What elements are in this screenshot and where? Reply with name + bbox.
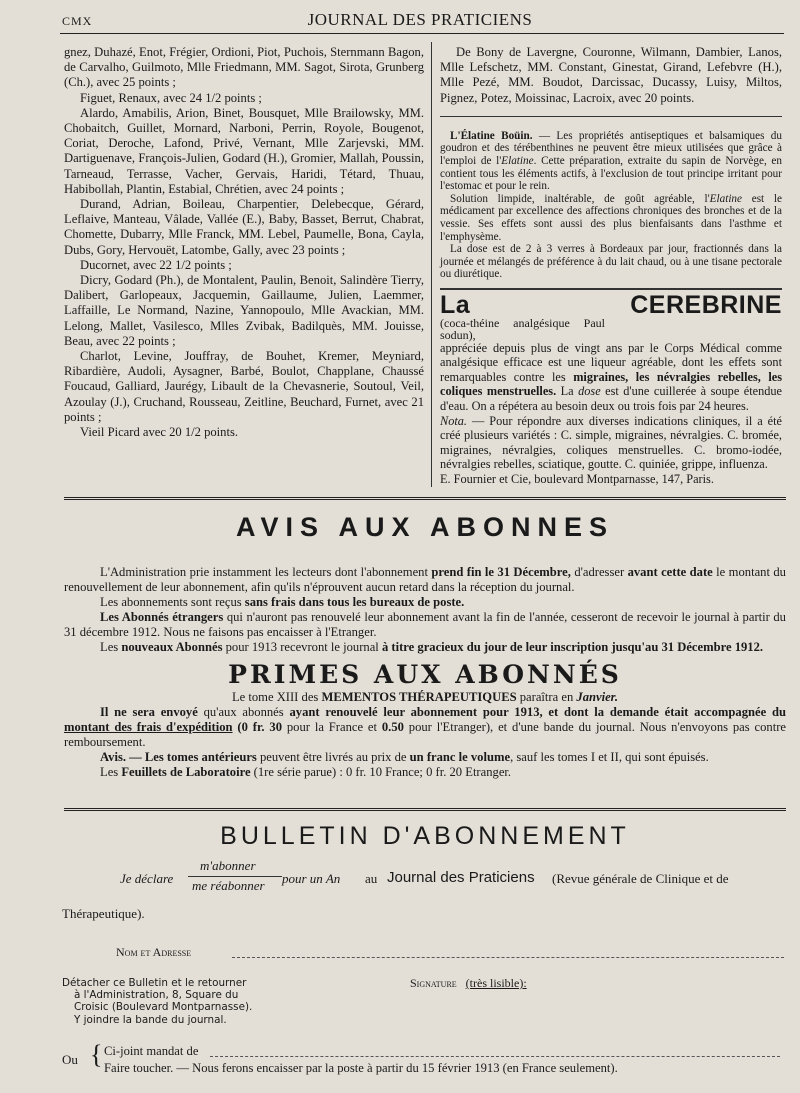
elatine-advert: L'Élatine Boüin. — Les propriétés antiseptiques et balsamiques du goudron et des térébenthines ne peuvent être mieux utilisées que grâce à l'emploi de l'Elatine. Cette préparation, extraite du sapin de Norvège, en contient tous les éléments actifs, à l'exclusion de tout principe irritant pour l'estomac et pour le rein. Solution limpide, inaltérable, de goût agréable, l'Elatine est le médicament par excellence des affections chroniques des bronches et de la vessie. Ses effets sont aussi des plus bienfaisants dans l'asthme et l'emphysème. La dose est de 2 à 3 verres à Bordeaux par jour, fractionnés dans la journée et mélangés de préférence à du lait chaud, ou à une tisane pectorale ou diurétique.	[440, 129, 782, 281]
option-divider	[188, 876, 282, 877]
nom-adresse-label: Nom et Adresse	[116, 945, 192, 959]
therapeutique-label: Thérapeutique).	[62, 906, 145, 921]
cerebrine-advert: La CEREBRINE (coca-théine analgésique Paul sodun), appréciée depuis plus de vingt ans par le Corps Médical comme analgésique efficace est une liqueur agréable, dont les effets sont remarquables contre les migraines, les névralgies rebelles, les coliques menstruelles. La dose est d'une cuillerée à soupe étendue d'eau. On a répétera au besoin deux ou trois fois par 24 heures. Nota. — Pour répondre aux diverses indications cliniques, il a été créé plusieurs variétés : C. simple, migraines, névralgies. C. bromée, migraines, névralgies, coliques menstruelles. C. bromo-iodée, névralgies rebelles, sciatique, goutte. C. quiniée, grippe, influenza. E. Fournier et Cie, boulevard Montparnasse, 147, Paris.	[440, 290, 783, 486]
primes-title: PRIMES AUX ABONNÉS	[228, 660, 622, 689]
brace-symbol: {	[90, 1040, 103, 1069]
right-column	[440, 45, 782, 486]
signature-block[interactable]	[410, 976, 527, 991]
results-paragraph: Figuet, Renaux, avec 24 1/2 points ;	[80, 90, 262, 105]
ou-label: Ou	[62, 1052, 78, 1067]
results-paragraph: Alardo, Amabilis, Arion, Binet, Bousquet, Mlle Brailowsky, MM. Chobaitch, Guillet, Mornard, Narboni, Perrin, Royole, Bougenot, Coriat, Deroche, Lafond, Privé, Vernant, Mlle Zarjevski, MM. Dartiguenave, François-Julien, Godard (H.), Gromier, Mallah, Poussin, Tarneaud, Terrasse, Vacher, Gervais, Haridi, Tétard, Thuau, Habibollah, Plantin, Estabial, Chrétien, avec 24 points ;	[64, 105, 424, 196]
results-paragraph: Vieil Picard avec 20 1/2 points.	[80, 425, 239, 440]
signature-hint: (très lisible):	[465, 976, 527, 990]
section-double-rule	[64, 808, 786, 811]
cerebrine-paren: (coca-théine analgésique Paul sodun),	[440, 315, 605, 342]
option-abonner[interactable]: m'abonner	[200, 858, 256, 873]
results-paragraph: Durand, Adrian, Boileau, Charpentier, Delebecque, Gérard, Leflaive, Manteau, Vâlade, Vallée (E.), Baby, Basset, Berrut, Chabrat, Chomette, Dubarry, Mlle Franck, MM. Lebel, Paumelle, Bona, Cayla, Dubs, Gory, Hervouët, Latombe, Gally, avec 23 points ;	[64, 197, 424, 257]
results-paragraph: Charlot, Levine, Jouffray, de Bouhet, Kremer, Meyniard, Ribardière, Audoli, Aysagner, Barbé, Boulot, Chapplane, Chaussé Foucaud, Galliard, Jaurégy, Libault de la Chevasnerie, Soutoul, Veil, Azoulay (J.), Cruchand, Rousseau, Zeitline, Beuchard, Furnet, avec 21 points ;	[64, 349, 424, 424]
faire-toucher-line: Faire toucher. — Nous ferons encaisser par la poste à partir du 15 février 1913 (en France seulement).	[104, 1061, 618, 1075]
results-left-column	[64, 45, 424, 440]
mandat-field[interactable]	[210, 1056, 780, 1057]
header-rule	[60, 33, 784, 34]
au-label: au	[365, 871, 378, 886]
section-double-rule	[64, 497, 786, 500]
section-rule	[440, 116, 782, 117]
journal-name: Journal des Praticiens	[387, 869, 535, 886]
cerebrine-title: La CEREBRINE	[440, 290, 782, 319]
detach-instructions: Détacher ce Bulletin et le retourner à l'Administration, 8, Square du Croisic (Boulevard Montparnasse). Y joindre la bande du journal.	[62, 977, 253, 1026]
cerebrine-footer: E. Fournier et Cie, boulevard Montparnasse, 147, Paris.	[440, 471, 714, 486]
elatine-lead: L'Élatine Boüin.	[450, 129, 533, 142]
page-folio: CMX	[62, 14, 93, 28]
column-divider	[431, 42, 432, 487]
signature-label: Signature	[410, 976, 457, 990]
pour-un-an: pour un An	[282, 871, 341, 886]
primes-body: Le tome XIII des MEMENTOS THÉRAPEUTIQUES paraîtra en Janvier. Il ne sera envoyé qu'aux abonnés ayant renouvelé leur abonnement pour 1913, et dont la demande était accompagnée du montant des frais d'expédition (0 fr. 30 pour la France et 0.50 pour l'Etranger), et d'une bande du journal. Nous n'envoyons pas contre remboursement. Avis. — Les tomes antérieurs peuvent être livrés au prix de un franc le volume, sauf les tomes I et II, qui sont épuisés. Les Feuillets de Laboratoire (1re série parue) : 0 fr. 10 France; 0 fr. 20 Etranger.	[64, 690, 787, 779]
declare-label: Je déclare	[120, 871, 174, 886]
avis-body: L'Administration prie instamment les lecteurs dont l'abonnement prend fin le 31 Décembre, d'adresser avant cette date le montant du renouvellement de leur abonnement, afin qu'ils n'éprouvent aucun retard dans la réception du journal. Les abonnements sont reçus sans frais dans tous les bureaux de poste. Les Abonnés étrangers qui n'auront pas renouvelé leur abonnement avant la fin de l'année, cesseront de recevoir le journal à partir du 31 décembre 1912. Nous ne faisons pas encaisser à l'Etranger. Les nouveaux Abonnés pour 1913 recevront le journal à titre gracieux du jour de leur inscription jusqu'au 31 Décembre 1912.	[64, 565, 786, 654]
avis-title: AVIS AUX ABONNES	[235, 512, 615, 542]
results-paragraph: gnez, Duhazé, Enot, Frégier, Ordioni, Piot, Puchois, Sternmann Bagon, de Carvalho, Guilmoto, Mlle Friedmann, MM. Sagot, Sirota, Grunberg (Ch.), avec 25 points ;	[64, 45, 424, 90]
results-paragraph: Ducornet, avec 22 1/2 points ;	[80, 257, 232, 272]
section-rule	[440, 288, 782, 290]
results-paragraph: Dicry, Godard (Ph.), de Montalent, Paulin, Benoit, Salindère Tierry, Dalibert, Garlopeaux, Jacquemin, Gaillaume, Julien, Laemmer, Laffaille, Le Normand, Nazine, Yannopoulo, Mlle Avackian, MM. Lelong, Mallet, Vasilesco, Mlles Zvibak, Badilquès, MM. Jouisse, Beau, avec 22 points ;	[64, 273, 424, 348]
bulletin-title: BULLETIN D'ABONNEMENT	[220, 822, 630, 850]
option-reabonner[interactable]: me réabonner	[192, 878, 265, 893]
revue-label: (Revue générale de Clinique et de	[552, 871, 729, 886]
nom-adresse-field[interactable]	[232, 957, 784, 958]
results-right-paragraph: De Bony de Lavergne, Couronne, Wilmann, Dambier, Lanos, Mlle Lefschetz, MM. Constant, Ginestat, Girand, Lefebvre (H.), Mlle Pezé, MM. Boudot, Darcissac, Ducassy, Luisy, Miltos, Pignez, Potez, Moissinac, Lacroix, avec 20 points.	[440, 45, 782, 105]
ci-joint-label: Ci-joint mandat de	[104, 1044, 199, 1058]
journal-title: JOURNAL DES PRATICIENS	[307, 10, 533, 29]
